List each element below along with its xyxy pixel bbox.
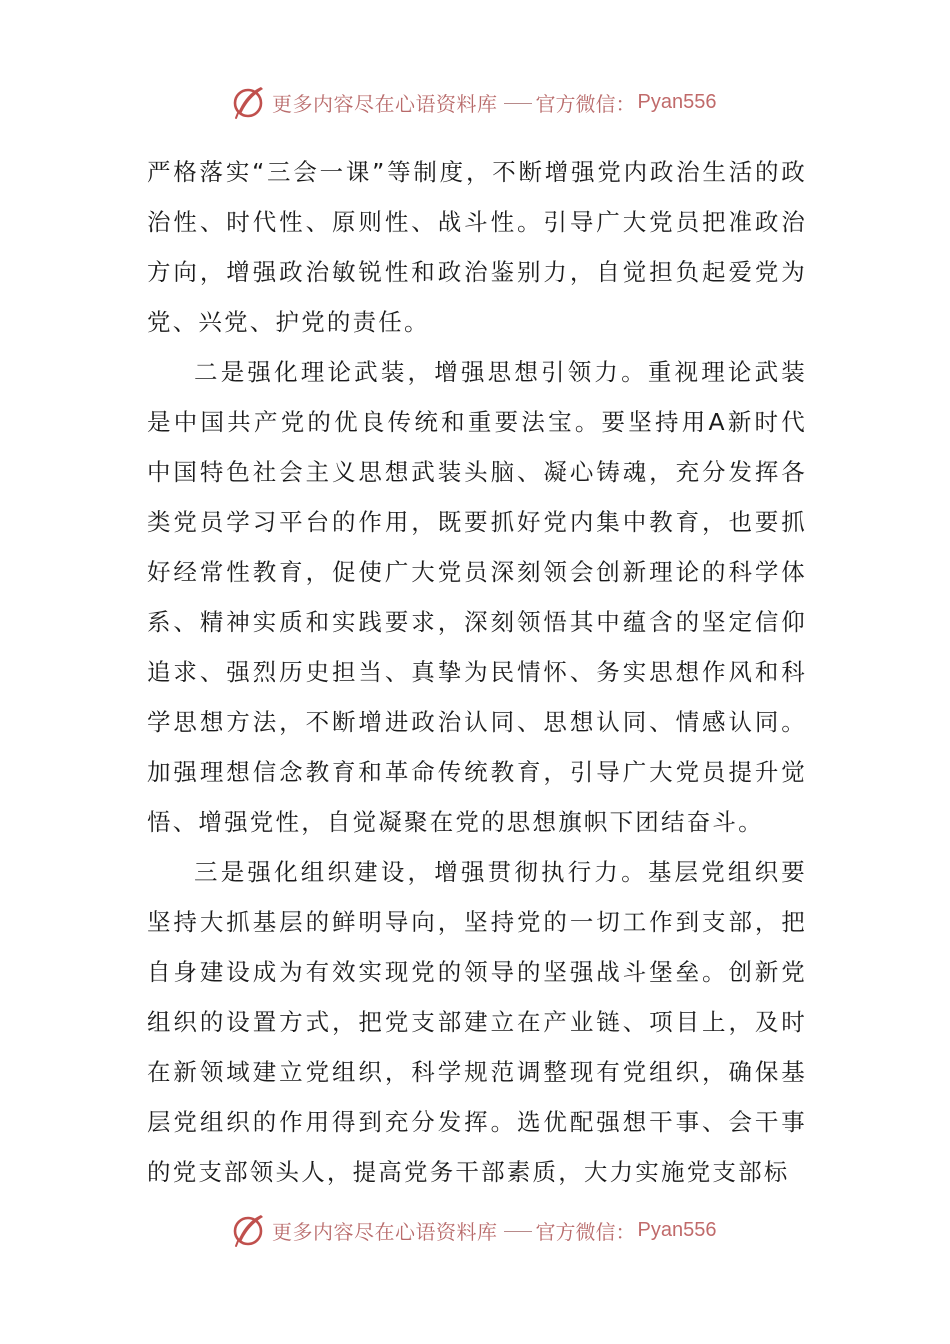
banner-dash <box>504 103 532 104</box>
banner-wechat-label: 官方微信： <box>535 91 636 116</box>
banner-wechat-id: Pyan556 <box>637 90 717 113</box>
paragraph-organization-building: 三是强化组织建设，增强贯彻执行力。基层党组织要坚持大抓基层的鲜明导向，坚持党的一切工作到支部，把自身建设成为有效实现党的领导的坚强战斗堡垒。创新党组织的设置方式，把党支部建立在产业链、项目上，及时在新领域建立党组织，科学规范调整现有党组织，确保基层党组织的作用得到充分发挥。选优配强想干事、会干事的党支部领头人，提高党务干部素质，大力实施党支部标 <box>147 858 807 1186</box>
quill-logo-icon <box>228 82 268 122</box>
banner-dash <box>504 1231 532 1232</box>
banner-text: 更多内容尽在心语资料库 <box>272 1219 498 1244</box>
quill-logo-icon <box>228 1210 268 1250</box>
paragraph-theory-arming: 二是强化理论武装，增强思想引领力。重视理论武装是中国共产党的优良传统和重要法宝。要坚持用A新时代中国特色社会主义思想武装头脑、凝心铸魂，充分发挥各类党员学习平台的作用，既要抓好党内集中教育，也要抓好经常性教育，促使广大党员深刻领会创新理论的科学体系、精神实质和实践要求，深刻领悟其中蕴含的坚定信仰追求、强烈历史担当、真挚为民情怀、务实思想作风和科学思想方法，不断增进政治认同、思想认同、情感认同。加强理想信念教育和革命传统教育，引导广大党员提升觉悟、增强党性，自觉凝聚在党的思想旗帜下团结奋斗。 <box>147 358 807 836</box>
document-body <box>147 147 807 1197</box>
header-watermark-banner <box>228 80 716 124</box>
paragraph-continuation: 严格落实“三会一课”等制度，不断增强党内政治生活的政治性、时代性、原则性、战斗性。引导广大党员把准政治方向，增强政治敏锐性和政治鉴别力，自觉担负起爱党为党、兴党、护党的责任。 <box>147 158 807 336</box>
banner-text: 更多内容尽在心语资料库 <box>272 91 498 116</box>
banner-wechat-label: 官方微信： <box>535 1219 636 1244</box>
banner-wechat-id: Pyan556 <box>637 1218 717 1241</box>
footer-watermark-banner <box>228 1208 716 1252</box>
